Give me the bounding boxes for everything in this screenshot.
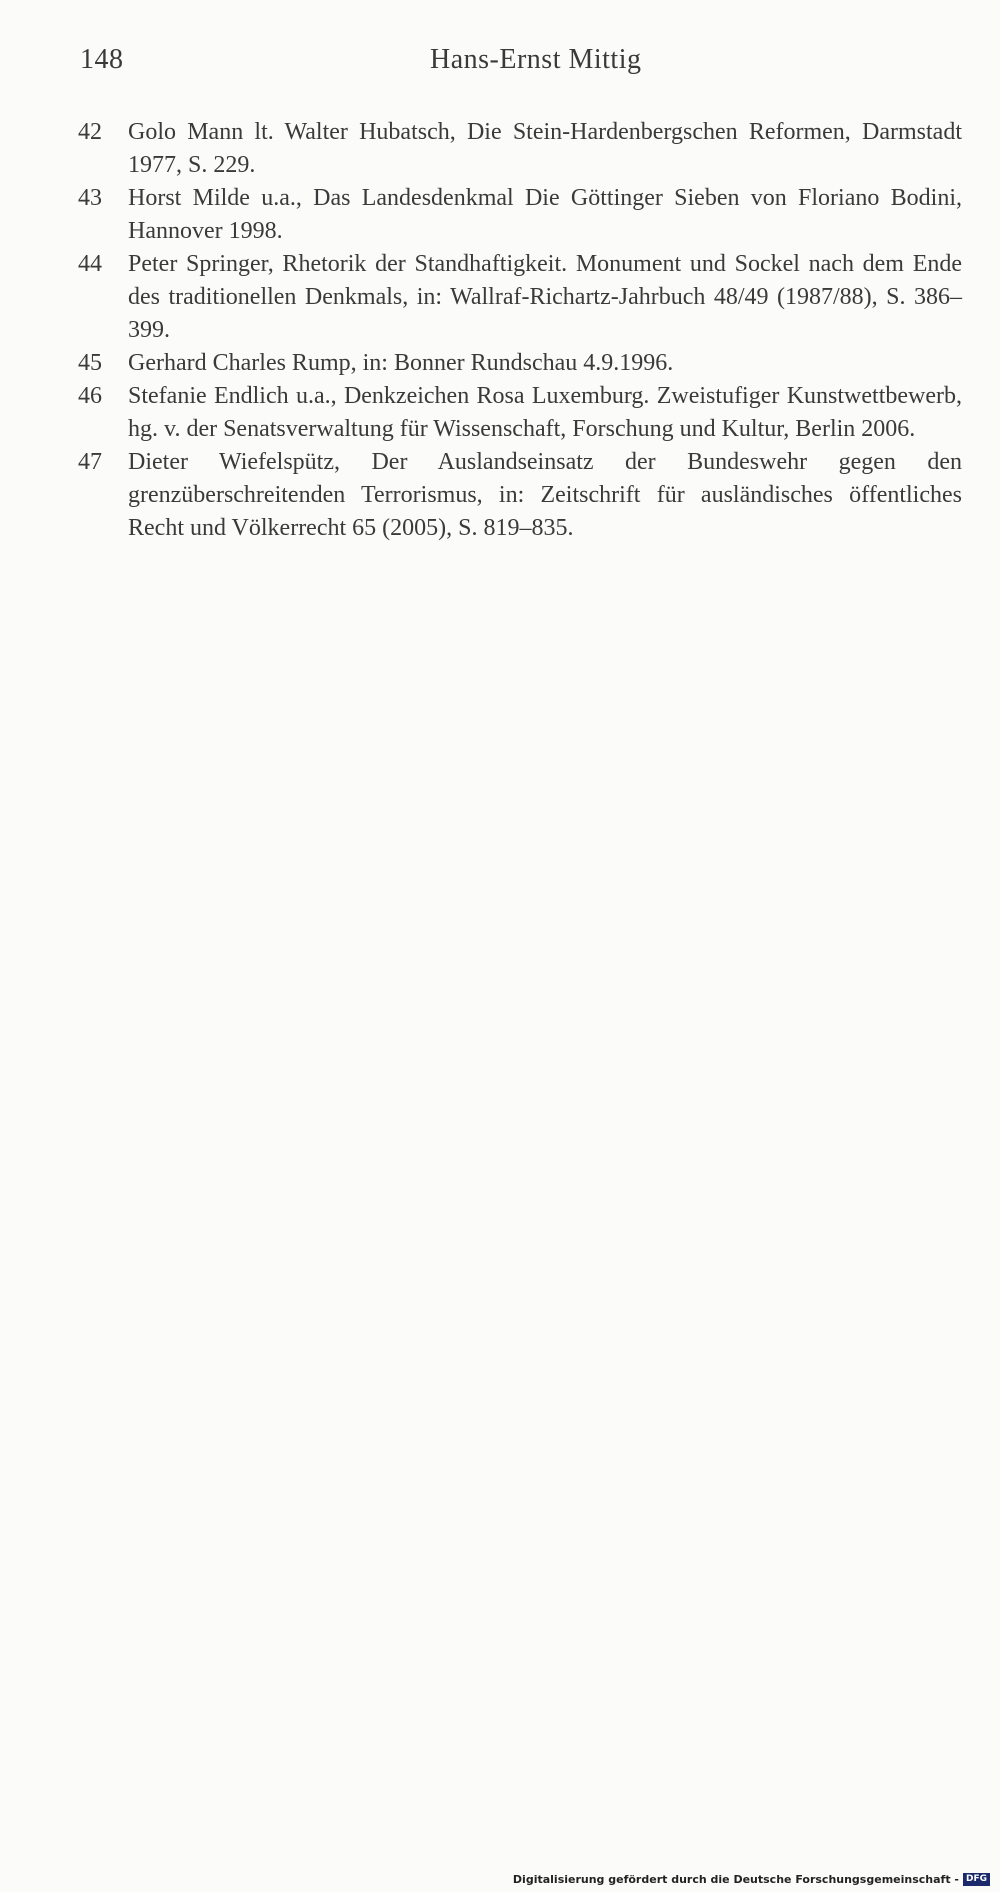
endnote-number: 47 <box>78 449 102 475</box>
endnote <box>78 380 962 446</box>
endnote-number: 46 <box>78 383 102 409</box>
endnote <box>78 182 962 248</box>
page-number: 148 <box>80 44 124 75</box>
dfg-logo: DFG <box>963 1873 990 1886</box>
running-head: Hans-Ernst Mittig <box>430 44 642 75</box>
endnote-number: 44 <box>78 251 102 277</box>
endnote-number: 45 <box>78 350 102 376</box>
endnote <box>78 248 962 347</box>
endnotes-list <box>78 116 962 545</box>
endnote-text: Dieter Wiefelspütz, Der Auslandseinsatz der Bundeswehr gegen den grenzüberschreitenden Terrorismus, in: Zeitschrift für ausländisches öffentliches Recht und Völkerrecht 65 (2005), S. 819–835. <box>128 449 962 541</box>
endnote <box>78 446 962 545</box>
endnote-text: Gerhard Charles Rump, in: Bonner Rundschau 4.9.1996. <box>128 350 674 376</box>
endnote-text: Golo Mann lt. Walter Hubatsch, Die Stein-Hardenbergschen Reformen, Darmstadt 1977, S. 229. <box>128 119 962 178</box>
endnote <box>78 347 962 380</box>
endnote-text: Stefanie Endlich u.a., Denkzeichen Rosa Luxemburg. Zweistufiger Kunstwettbewerb, hg. v. der Senatsverwaltung für Wissenschaft, Forschung und Kultur, Berlin 2006. <box>128 383 962 442</box>
page-header <box>80 44 960 84</box>
endnote <box>78 116 962 182</box>
endnote-text: Horst Milde u.a., Das Landesdenkmal Die Göttinger Sieben von Floriano Bodini, Hannover 1998. <box>128 185 962 244</box>
digitization-footer <box>513 1873 990 1886</box>
footer-text: Digitalisierung gefördert durch die Deutsche Forschungsgemeinschaft - <box>512 1873 959 1886</box>
endnote-number: 42 <box>78 119 102 145</box>
endnote-text: Peter Springer, Rhetorik der Standhaftigkeit. Monument und Sockel nach dem Ende des traditionellen Denkmals, in: Wallraf-Richartz-Jahrbuch 48/49 (1987/88), S. 386–399. <box>128 251 962 343</box>
endnote-number: 43 <box>78 185 102 211</box>
